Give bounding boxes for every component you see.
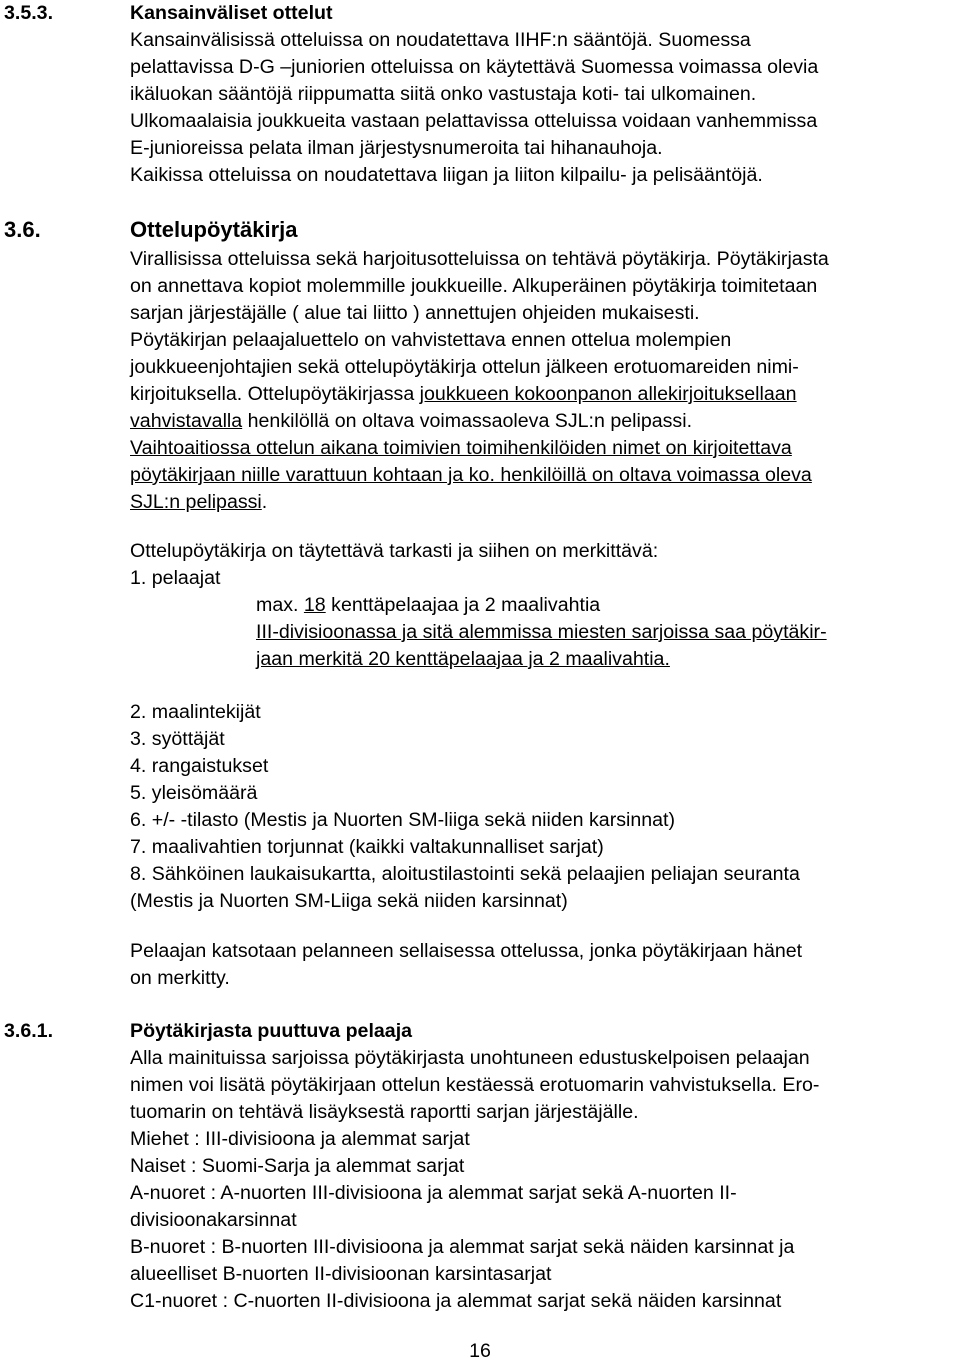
player-limits — [256, 592, 956, 673]
list-item: (Mestis ja Nuorten SM-Liiga sekä niiden karsinnat) — [130, 890, 568, 912]
paragraph-line: Virallisissa otteluissa sekä harjoitusotteluissa on tehtävä pöytäkirja. Pöytäkirjasta — [130, 248, 829, 270]
paragraph-line: tuomarin on tehtävä lisäyksestä raportti sarjan järjestäjälle. — [130, 1101, 639, 1123]
list-item: 1. pelaajat — [130, 567, 221, 589]
paragraph-line: B-nuoret : B-nuorten III-divisioona ja alemmat sarjat sekä näiden karsinnat ja — [130, 1236, 795, 1258]
paragraph-line: Alla mainituissa sarjoissa pöytäkirjasta unohtuneen edustuskelpoisen pelaajan — [130, 1047, 810, 1069]
underlined-text: SJL:n pelipassi — [130, 491, 262, 513]
paragraph-line: on merkitty. — [130, 967, 230, 989]
section-title: Kansainväliset ottelut — [130, 2, 333, 24]
section-number: 3.5.3. — [4, 2, 54, 24]
list-item: 6. +/- -tilasto (Mestis ja Nuorten SM-liiga sekä niiden karsinnat) — [130, 809, 676, 831]
list-item: 4. rangaistukset — [130, 755, 269, 777]
page-number: 16 — [469, 1340, 491, 1362]
paragraph-line: Pelaajan katsotaan pelanneen sellaisessa ottelussa, jonka pöytäkirjaan hänet — [130, 940, 803, 962]
paragraph-line: nimen voi lisätä pöytäkirjaan ottelun kestäessä erotuomarin vahvistuksella. Ero- — [130, 1074, 820, 1096]
paragraph-line: E-junioreissa pelata ilman järjestysnumeroita tai hihanauhoja. — [130, 137, 663, 159]
section-title: Ottelupöytäkirja — [130, 217, 298, 242]
paragraph-line: Naiset : Suomi-Sarja ja alemmat sarjat — [130, 1155, 465, 1177]
underlined-text: 18 — [303, 594, 326, 616]
list-item: 5. yleisömäärä — [130, 782, 258, 804]
list-item: 3. syöttäjät — [130, 728, 225, 750]
paragraph-line: divisioonakarsinnat — [130, 1209, 297, 1231]
paragraph-line — [130, 408, 960, 435]
paragraph-line: Ulkomaalaisia joukkueita vastaan pelattavissa otteluissa voidaan vanhemmissa — [130, 110, 818, 132]
paragraph-line: on annettava kopiot molemmille joukkueille. Alkuperäinen pöytäkirja toimitetaan — [130, 275, 818, 297]
player-note — [130, 938, 960, 992]
paragraph-line: Miehet : III-divisioona ja alemmat sarjat — [130, 1128, 470, 1150]
section-body — [130, 216, 960, 516]
text-run: henkilöllä on oltava voimassaoleva SJL:n pelipassi. — [242, 410, 693, 432]
protocol-items — [130, 699, 960, 915]
paragraph-line: C1-nuoret : C-nuorten II-divisioona ja alemmat sarjat sekä näiden karsinnat — [130, 1290, 782, 1312]
underlined-line: jaan merkitä 20 kenttäpelaajaa ja 2 maalivahtia. — [256, 648, 670, 670]
paragraph-line: sarjan järjestäjälle ( alue tai liitto ) annettujen ohjeiden mukaisesti. — [130, 302, 700, 324]
paragraph-line: A-nuoret : A-nuorten III-divisioona ja alemmat sarjat sekä A-nuorten II- — [130, 1182, 737, 1204]
text-run: kenttäpelaajaa ja 2 maalivahtia — [325, 594, 601, 616]
underlined-line: Vaihtoaitiossa ottelun aikana toimivien toimihenkilöiden nimet on kirjoitettava — [130, 437, 792, 459]
text-run: kirjoituksella. Ottelupöytäkirjassa — [130, 383, 420, 405]
max-players-line — [256, 592, 956, 619]
paragraph-line: alueelliset B-nuorten II-divisioonan karsintasarjat — [130, 1263, 552, 1285]
paragraph-line: ikäluokan sääntöjä riippumatta siitä onko vastustaja koti- tai ulkomainen. — [130, 83, 757, 105]
paragraph-line — [130, 381, 960, 408]
underlined-text: joukkueen kokoonpanon allekirjoituksellaan — [419, 383, 797, 405]
instruction-intro: Ottelupöytäkirja on täytettävä tarkasti ja siihen on merkittävä: — [130, 540, 659, 562]
text-run: max. — [256, 594, 304, 616]
section-title: Pöytäkirjasta puuttuva pelaaja — [130, 1020, 413, 1042]
fill-instructions — [130, 538, 960, 592]
list-item: 2. maalintekijät — [130, 701, 261, 723]
text-run: . — [261, 491, 268, 513]
section-body — [130, 1018, 960, 1315]
paragraph-line: Kaikissa otteluissa on noudatettava liigan ja liiton kilpailu- ja pelisääntöjä. — [130, 164, 763, 186]
list-item: 8. Sähköinen laukaisukartta, aloitustilastointi sekä pelaajien peliajan seuranta — [130, 863, 800, 885]
underlined-line: III-divisioonassa ja sitä alemmissa miesten sarjoissa saa pöytäkir- — [256, 621, 827, 643]
underlined-text: vahvistavalla — [130, 410, 243, 432]
section-body — [130, 0, 960, 189]
paragraph-line: joukkueenjohtajien sekä ottelupöytäkirja ottelun jälkeen erotuomareiden nimi- — [130, 356, 799, 378]
section-number: 3.6. — [4, 217, 41, 242]
underlined-line: pöytäkirjaan niille varattuun kohtaan ja ko. henkilöillä on oltava voimassa oleva — [130, 464, 812, 486]
paragraph-line: Pöytäkirjan pelaajaluettelo on vahvistettava ennen ottelua molempien — [130, 329, 732, 351]
section-number: 3.6.1. — [4, 1020, 54, 1042]
paragraph-line: pelattavissa D-G –juniorien otteluissa on käytettävä Suomessa voimassa olevia — [130, 56, 819, 78]
list-item: 7. maalivahtien torjunnat (kaikki valtakunnalliset sarjat) — [130, 836, 604, 858]
paragraph-line: Kansainvälisissä otteluissa on noudatettava IIHF:n sääntöjä. Suomessa — [130, 29, 751, 51]
paragraph-line — [130, 489, 960, 516]
